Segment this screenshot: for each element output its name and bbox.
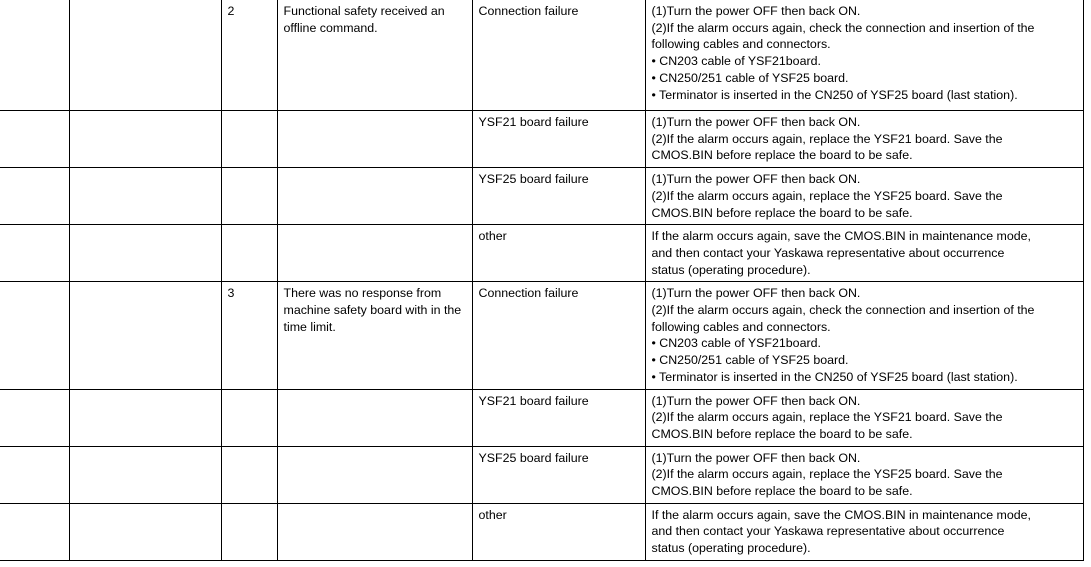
remedy-line: (2)If the alarm occurs again, check the connection and insertion of the xyxy=(651,20,1035,35)
table-row xyxy=(0,168,1083,225)
table-row xyxy=(0,446,1083,503)
alarm-number-cell xyxy=(0,446,69,503)
sub-code-cell xyxy=(221,446,277,503)
alarm-number-cell xyxy=(0,111,69,168)
remedy-line: (1)Turn the power OFF then back ON. xyxy=(651,4,861,18)
remedy-line: • Terminator is inserted in the CN250 of YSF25 board (last station). xyxy=(651,87,1018,102)
alarm-number-cell xyxy=(0,225,69,282)
alarm-name-cell xyxy=(69,225,221,282)
remedy-line: (2)If the alarm occurs again, replace the YSF25 board. Save the xyxy=(651,188,1003,203)
remedy-line: • CN203 cable of YSF21board. xyxy=(651,336,821,351)
remedy-line: (2)If the alarm occurs again, check the connection and insertion of the xyxy=(651,303,1035,318)
table-row xyxy=(0,111,1083,168)
remedy-cell xyxy=(645,225,1083,282)
meaning-cell xyxy=(277,111,472,168)
remedy-line: (1)Turn the power OFF then back ON. xyxy=(651,172,861,187)
remedy-line: (2)If the alarm occurs again, replace the YSF21 board. Save the xyxy=(651,410,1003,425)
meaning-cell: Functional safety received an offline command. xyxy=(277,0,472,111)
cause-cell: YSF25 board failure xyxy=(472,168,645,225)
alarm-name-cell xyxy=(69,389,221,446)
sub-code-cell xyxy=(221,111,277,168)
remedy-line: • Terminator is inserted in the CN250 of YSF25 board (last station). xyxy=(651,369,1018,384)
remedy-line: • CN203 cable of YSF21board. xyxy=(651,54,821,69)
remedy-line: (1)Turn the power OFF then back ON. xyxy=(651,115,861,129)
remedy-line: CMOS.BIN before replace the board to be safe. xyxy=(651,205,913,220)
remedy-line: (2)If the alarm occurs again, replace the YSF21 board. Save the xyxy=(651,131,1003,146)
alarm-name-cell xyxy=(69,503,221,560)
table-row xyxy=(0,389,1083,446)
meaning-cell xyxy=(277,503,472,560)
remedy-line: status (operating procedure). xyxy=(651,541,811,556)
alarm-number-cell xyxy=(0,168,69,225)
cause-cell: YSF21 board failure xyxy=(472,111,645,168)
remedy-line: If the alarm occurs again, save the CMOS.BIN in maintenance mode, xyxy=(651,507,1031,522)
remedy-cell xyxy=(645,111,1083,168)
table-row xyxy=(0,503,1083,560)
sub-code-cell: 2 xyxy=(221,0,277,111)
alarm-number-cell xyxy=(0,503,69,560)
alarm-name-cell xyxy=(69,168,221,225)
table-row xyxy=(0,0,1083,111)
remedy-line: (1)Turn the power OFF then back ON. xyxy=(651,286,861,301)
sub-code-cell: 3 xyxy=(221,282,277,389)
cause-cell: other xyxy=(472,503,645,560)
remedy-line: • CN250/251 cable of YSF25 board. xyxy=(651,70,849,85)
remedy-line: (1)Turn the power OFF then back ON. xyxy=(651,393,861,408)
alarm-name-cell xyxy=(69,111,221,168)
cause-cell: YSF25 board failure xyxy=(472,446,645,503)
sub-code-cell xyxy=(221,225,277,282)
remedy-cell xyxy=(645,446,1083,503)
remedy-line: and then contact your Yaskawa representative about occurrence xyxy=(651,245,1005,260)
remedy-line: CMOS.BIN before replace the board to be safe. xyxy=(651,426,913,441)
meaning-cell xyxy=(277,446,472,503)
table-row xyxy=(0,282,1083,389)
remedy-cell xyxy=(645,168,1083,225)
remedy-line: (1)Turn the power OFF then back ON. xyxy=(651,450,861,465)
remedy-line: If the alarm occurs again, save the CMOS.BIN in maintenance mode, xyxy=(651,229,1031,244)
alarm-name-cell xyxy=(69,446,221,503)
alarm-name-cell xyxy=(69,0,221,111)
cause-cell: other xyxy=(472,225,645,282)
remedy-cell xyxy=(645,389,1083,446)
alarm-number-cell xyxy=(0,389,69,446)
remedy-line: CMOS.BIN before replace the board to be safe. xyxy=(651,484,913,499)
meaning-cell xyxy=(277,225,472,282)
sub-code-cell xyxy=(221,503,277,560)
remedy-cell xyxy=(645,503,1083,560)
remedy-line: • CN250/251 cable of YSF25 board. xyxy=(651,353,849,368)
remedy-cell xyxy=(645,282,1083,389)
cause-cell: YSF21 board failure xyxy=(472,389,645,446)
remedy-line: CMOS.BIN before replace the board to be safe. xyxy=(651,148,913,163)
cause-cell: Connection failure xyxy=(472,282,645,389)
alarm-number-cell xyxy=(0,0,69,111)
remedy-line: (2)If the alarm occurs again, replace the YSF25 board. Save the xyxy=(651,467,1003,482)
alarm-number-cell xyxy=(0,282,69,389)
sub-code-cell xyxy=(221,389,277,446)
remedy-line: and then contact your Yaskawa representative about occurrence xyxy=(651,524,1005,539)
alarm-name-cell xyxy=(69,282,221,389)
table-row xyxy=(0,225,1083,282)
remedy-line: status (operating procedure). xyxy=(651,262,811,277)
remedy-line: following cables and connectors. xyxy=(651,319,831,334)
meaning-cell: There was no response from machine safety board with in the time limit. xyxy=(277,282,472,389)
cause-cell: Connection failure xyxy=(472,0,645,111)
meaning-cell xyxy=(277,389,472,446)
remedy-cell xyxy=(645,0,1083,111)
sub-code-cell xyxy=(221,168,277,225)
meaning-cell xyxy=(277,168,472,225)
remedy-line: following cables and connectors. xyxy=(651,37,831,52)
